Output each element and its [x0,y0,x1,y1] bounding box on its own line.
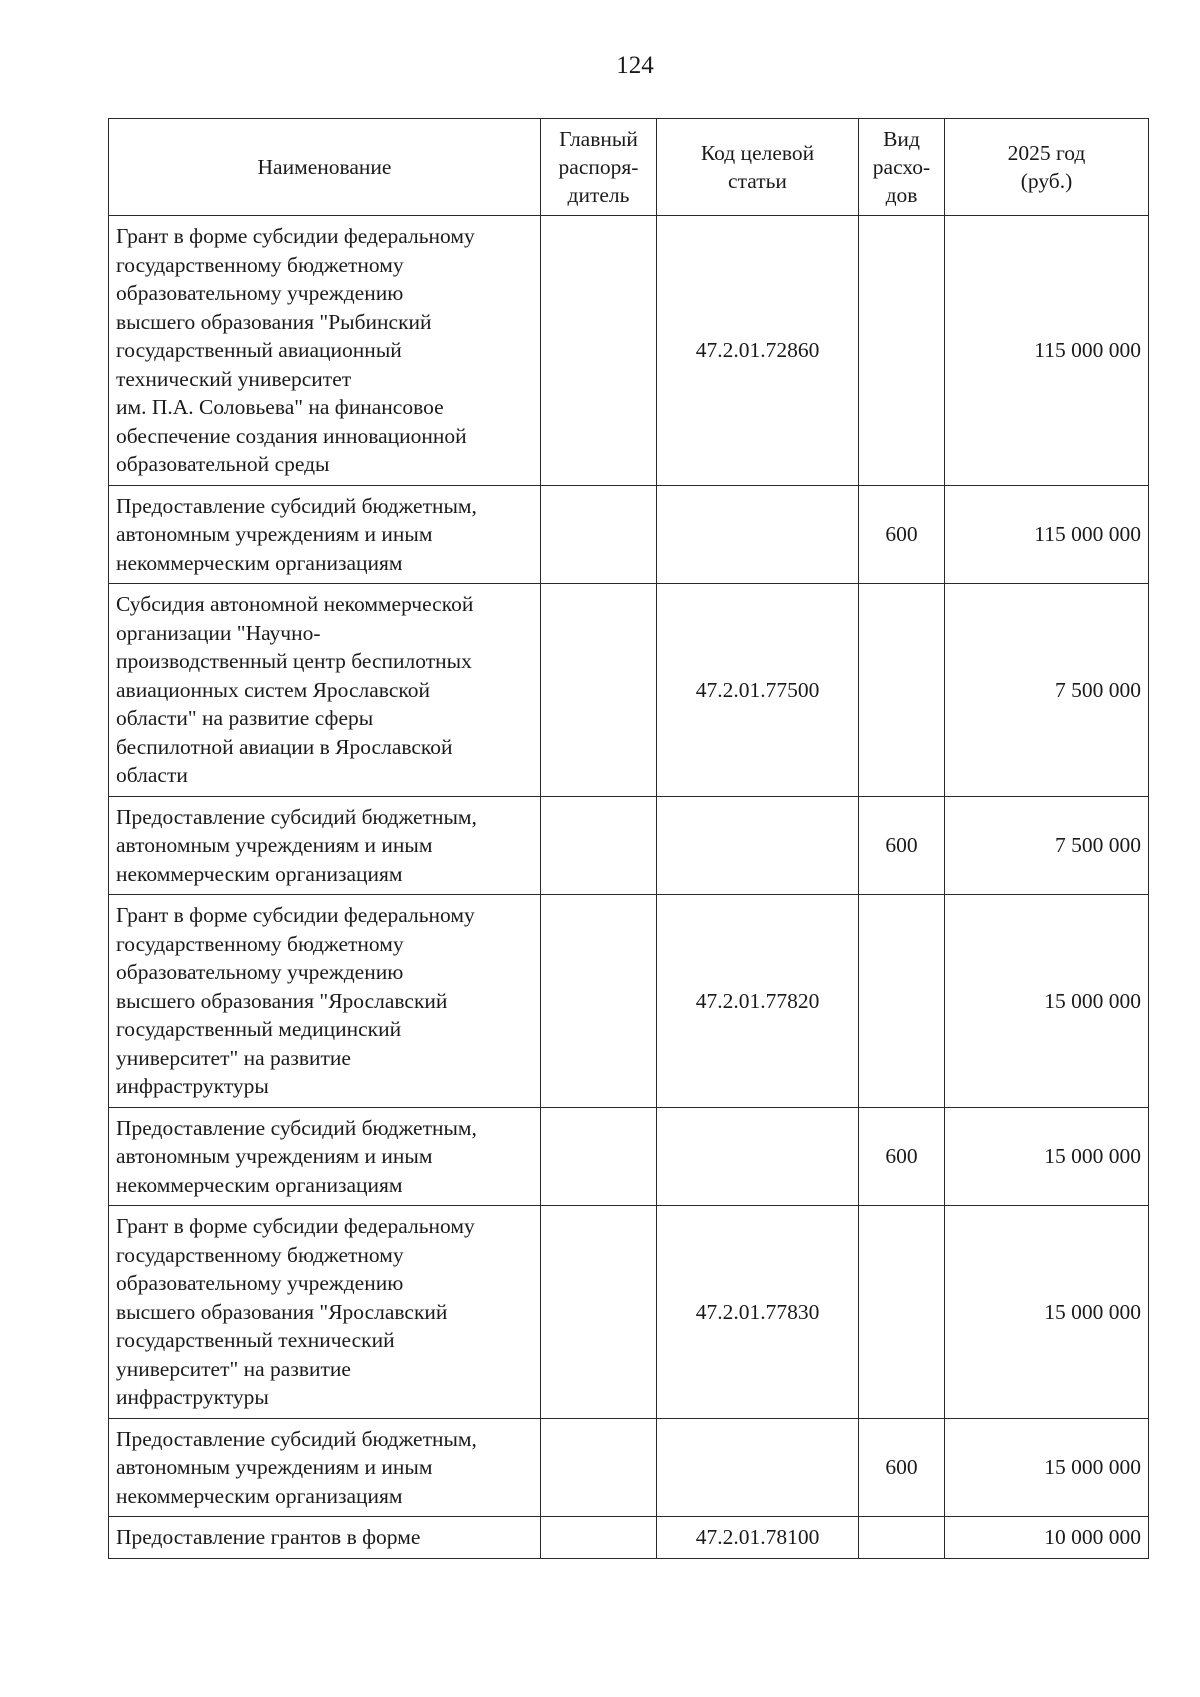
row-code: 47.2.01.72860 [657,216,859,486]
row-name: Предоставление грантов в форме [109,1517,541,1559]
row-manager [541,895,657,1108]
header-name: Наименование [109,119,541,216]
row-type: 600 [859,485,945,584]
table-row [109,485,1149,584]
row-name: Предоставление субсидий бюджетным, автономным учреждениям и иным некоммерческим организациям [109,485,541,584]
row-code: 47.2.01.77830 [657,1206,859,1419]
row-code [657,485,859,584]
row-code [657,1418,859,1517]
table-header-row [109,119,1149,216]
row-code: 47.2.01.77500 [657,584,859,797]
table-row [109,895,1149,1108]
table-row [109,796,1149,895]
row-name: Предоставление субсидий бюджетным, автономным учреждениям и иным некоммерческим организациям [109,1107,541,1206]
row-code: 47.2.01.77820 [657,895,859,1108]
row-name: Предоставление субсидий бюджетным, автономным учреждениям и иным некоммерческим организациям [109,1418,541,1517]
row-amount: 115 000 000 [945,485,1149,584]
row-amount: 10 000 000 [945,1517,1149,1559]
table-row [109,1107,1149,1206]
row-manager [541,584,657,797]
row-amount: 15 000 000 [945,1107,1149,1206]
row-type [859,216,945,486]
header-type: Вид расхо- дов [859,119,945,216]
row-type: 600 [859,796,945,895]
row-type [859,895,945,1108]
row-type: 600 [859,1107,945,1206]
row-code [657,1107,859,1206]
page-number: 124 [616,52,654,79]
row-name: Предоставление субсидий бюджетным, автономным учреждениям и иным некоммерческим организациям [109,796,541,895]
row-manager [541,796,657,895]
row-manager [541,1107,657,1206]
row-name: Грант в форме субсидии федеральному государственному бюджетному образовательному учреждению высшего образования "Ярославский государственный медицинский университет" на развитие инфраструктуры [109,895,541,1108]
row-amount: 7 500 000 [945,796,1149,895]
row-amount: 15 000 000 [945,1418,1149,1517]
row-code [657,796,859,895]
row-amount: 15 000 000 [945,1206,1149,1419]
header-code: Код целевой статьи [657,119,859,216]
row-type [859,1206,945,1419]
row-manager [541,485,657,584]
table-row [109,584,1149,797]
header-amount: 2025 год (руб.) [945,119,1149,216]
row-amount: 15 000 000 [945,895,1149,1108]
row-manager [541,1517,657,1559]
table-row [109,1517,1149,1559]
row-type [859,1517,945,1559]
row-manager [541,1206,657,1419]
row-amount: 7 500 000 [945,584,1149,797]
row-manager [541,216,657,486]
row-name: Субсидия автономной некоммерческой организации "Научно- производственный центр беспилотных авиационных систем Ярославской области" на развитие сферы беспилотной авиации в Ярославской области [109,584,541,797]
table-row [109,1418,1149,1517]
row-code: 47.2.01.78100 [657,1517,859,1559]
budget-table [108,118,1149,1559]
row-amount: 115 000 000 [945,216,1149,486]
row-type: 600 [859,1418,945,1517]
table-row [109,1206,1149,1419]
row-manager [541,1418,657,1517]
header-manager: Главный распоря- дитель [541,119,657,216]
table-row [109,216,1149,486]
row-type [859,584,945,797]
row-name: Грант в форме субсидии федеральному государственному бюджетному образовательному учреждению высшего образования "Ярославский государственный технический университет" на развитие инфраструктуры [109,1206,541,1419]
row-name: Грант в форме субсидии федеральному государственному бюджетному образовательному учреждению высшего образования "Рыбинский государственный авиационный технический университет им. П.А. Соловьева" на финансовое обеспечение создания инновационной образовательной среды [109,216,541,486]
